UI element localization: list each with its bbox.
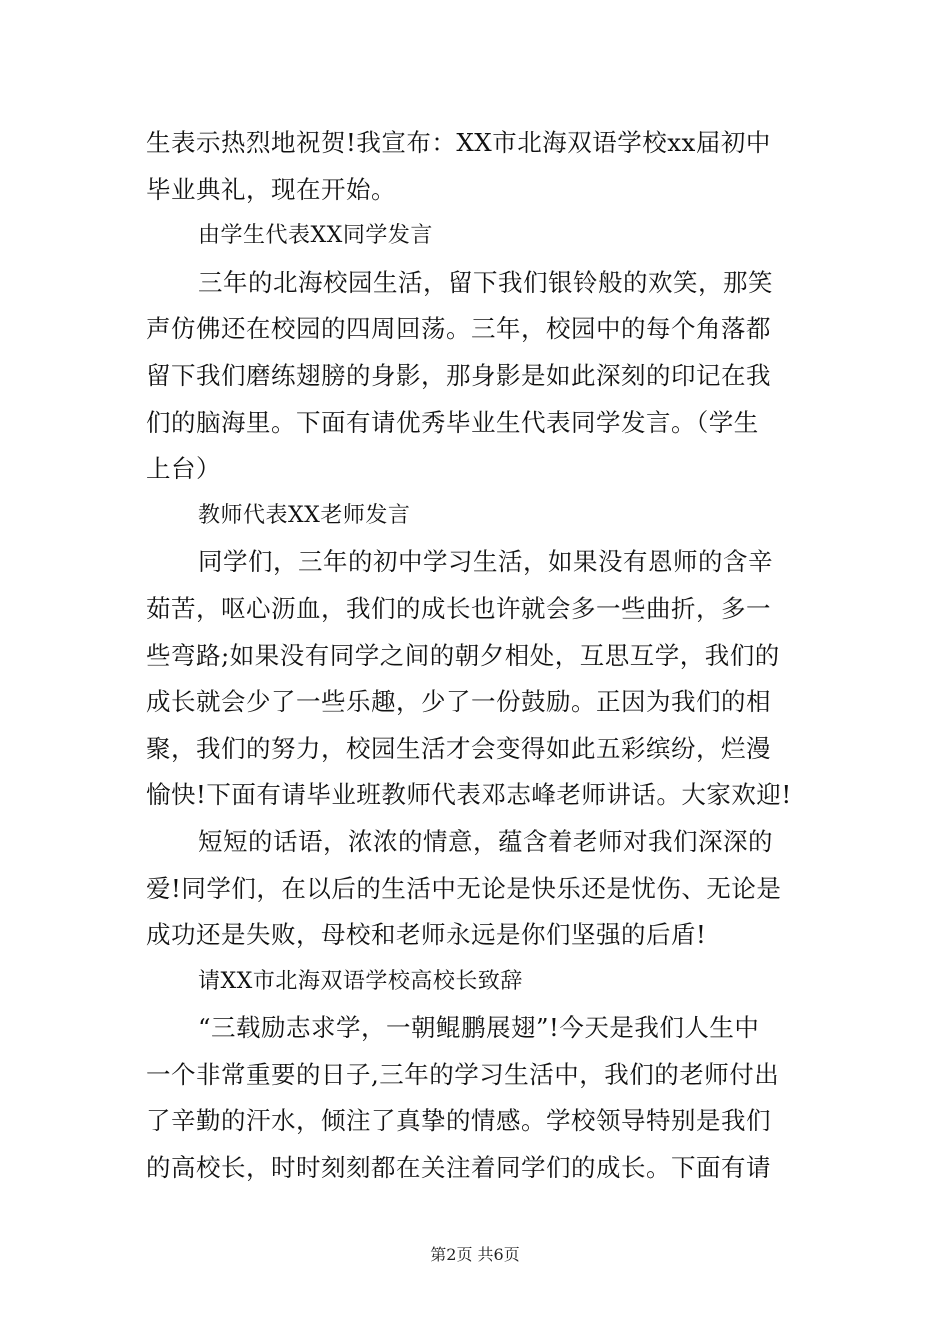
body-line: 们的脑海里。下面有请优秀毕业生代表同学发言。（学生 xyxy=(146,407,759,437)
section-heading: 由学生代表XX同学发言 xyxy=(198,223,433,249)
body-line: 聚，我们的努力，校园生活才会变得如此五彩缤纷，烂漫 xyxy=(146,733,771,763)
paragraph-first-line: “三载励志求学，一朝鲲鹏展翅”!今天是我们人生中 xyxy=(198,1013,760,1043)
body-line: 爱!同学们，在以后的生活中无论是快乐还是忧伤、无论是 xyxy=(146,873,782,903)
body-line: 留下我们磨练翅膀的身影，那身影是如此深刻的印记在我 xyxy=(146,360,771,390)
body-line: 了辛勤的汗水，倾注了真挚的情感。学校领导特别是我们 xyxy=(146,1106,771,1136)
body-line: 愉快!下面有请毕业班教师代表邓志峰老师讲话。大家欢迎! xyxy=(146,780,792,810)
body-line: 成长就会少了一些乐趣，少了一份鼓励。正因为我们的相 xyxy=(146,687,771,717)
body-line: 一个非常重要的日子,三年的学习生活中，我们的老师付出 xyxy=(146,1059,780,1089)
page-number-footer: 第2页 共6页 xyxy=(430,1245,520,1264)
body-line: 声仿佛还在校园的四周回荡。三年，校园中的每个角落都 xyxy=(146,314,771,344)
document-body xyxy=(146,120,808,1192)
body-line: 些弯路;如果没有同学之间的朝夕相处，互思互学，我们的 xyxy=(146,640,780,670)
paragraph-first-line: 三年的北海校园生活，留下我们银铃般的欢笑，那笑 xyxy=(198,267,773,297)
body-line: 上台） xyxy=(146,454,221,484)
section-heading: 请XX市北海双语学校高校长致辞 xyxy=(198,968,523,994)
body-line: 生表示热烈地祝贺!我宣布：XX市北海双语学校xx届初中 xyxy=(146,128,771,157)
body-line: 成功还是失败，母校和老师永远是你们坚强的后盾! xyxy=(146,920,707,950)
body-line: 的高校长，时时刻刻都在关注着同学们的成长。下面有请 xyxy=(146,1153,771,1183)
section-heading: 教师代表XX老师发言 xyxy=(198,502,411,528)
body-line: 毕业典礼，现在开始。 xyxy=(146,174,396,204)
paragraph-first-line: 短短的话语，浓浓的情意，蕴含着老师对我们深深的 xyxy=(198,826,773,856)
paragraph-first-line: 同学们，三年的初中学习生活，如果没有恩师的含辛 xyxy=(198,547,773,577)
body-line: 茹苦，呕心沥血，我们的成长也许就会多一些曲折，多一 xyxy=(146,593,771,623)
